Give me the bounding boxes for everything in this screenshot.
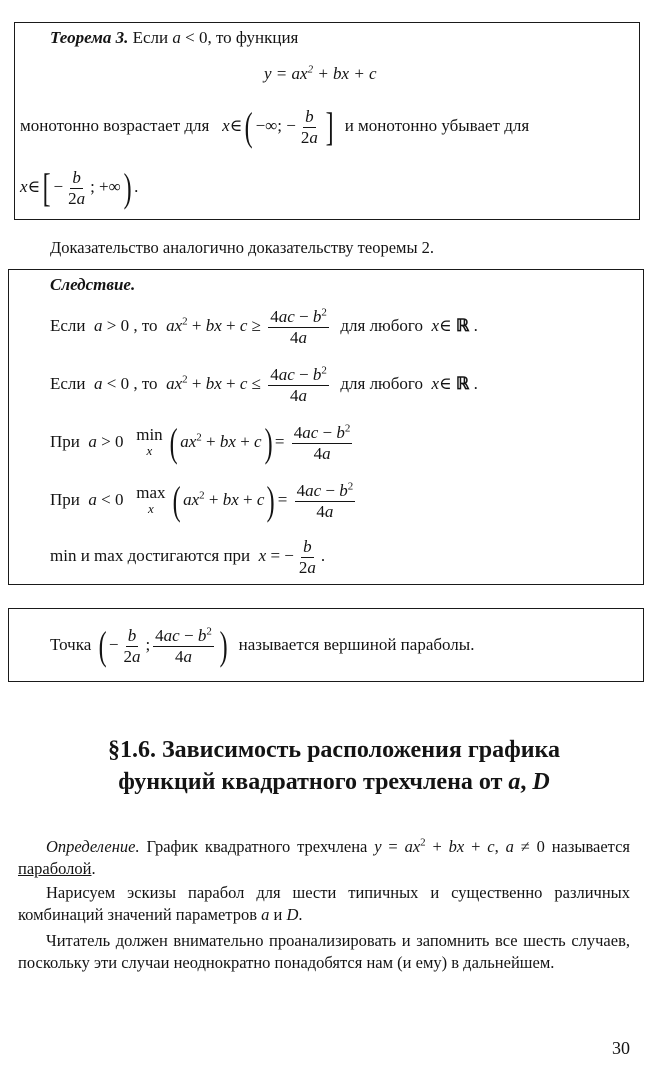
vertex-label: Точка (50, 635, 92, 654)
corollary-line-4: При a < 0 max x ( $ax^2$ + bx + c) = $\frac{4ac - b^2}{4a}$ (50, 478, 354, 524)
definition-term: параболой (18, 859, 92, 878)
corollary-title: Следствие. (50, 275, 136, 294)
proof-note: Доказательство аналогично доказательству теоремы 2. (50, 238, 435, 257)
definition-label: Определение. (46, 837, 140, 856)
corollary-line-5: min и max достигаются при x = − $\frac{b}{2a}$ . (50, 536, 326, 577)
theorem-function: $y = ax^2$ + bx + c (264, 63, 377, 83)
corollary-line-3: При a > 0 min x ( $ax^2$ + bx + c) = $\frac{4ac - b^2}{4a}$ (50, 420, 351, 466)
theorem-line-2: монотонно возрастает для x∈( −∞; − $\frac{b}{2a}$ ] и монотонно убывает для (20, 104, 530, 150)
vertex-line: Точка ( − $\frac{b}{2a}$ ; $\frac{4ac - b^2}{4a}$ ) называется вершиной параболы. (50, 623, 475, 669)
section-heading-line-1: §1.6. Зависимость расположения графика (107, 737, 560, 763)
theorem-increase-text: монотонно возрастает для (20, 116, 210, 135)
corollary-line-1: Если a > 0 , то $ax^2$ + bx + c ≥ $\frac{4ac - b^2}{4a}$ для любого x∈ ℝ . (50, 305, 478, 347)
paragraph-3-text: Читатель должен внимательно проанализировать и запомнить все шесть случаев, поскольку эти случаи неоднократно понадобятся нам (и ему) в дальнейшем. (18, 931, 630, 972)
vertex-text: называется вершиной параболы. (238, 635, 475, 654)
definition-text: График квадратного трехчлена (146, 837, 368, 856)
paragraph-3 (18, 930, 630, 974)
theorem-decrease-text: и монотонно убывает для (344, 116, 530, 135)
theorem-line-3: x∈[ − $\frac{b}{2a}$ ; +∞) . (20, 165, 139, 211)
definition-end: называется (551, 837, 630, 856)
theorem-title: Теорема 3. (50, 28, 129, 47)
section-heading-line-2: функций квадратного трехчлена от a, D (118, 769, 550, 795)
corollary-line-2: Если a < 0 , то $ax^2$ + bx + c ≤ $\frac{4ac - b^2}{4a}$ для любого x∈ ℝ . (50, 363, 478, 405)
definition-paragraph: Определение. График квадратного трехчлена $y = ax^2$ + bx + c, a ≠ 0 называется параболой. (18, 836, 630, 878)
page-number: 30 (612, 1038, 630, 1058)
paragraph-2: Нарисуем эскизы парабол для шести типичных и существенно различных комбинаций значений параметров a и D. (18, 883, 630, 924)
theorem-line-1: Теорема 3. Если a < 0, то функция (50, 28, 299, 47)
theorem-intro: Если (132, 28, 169, 47)
